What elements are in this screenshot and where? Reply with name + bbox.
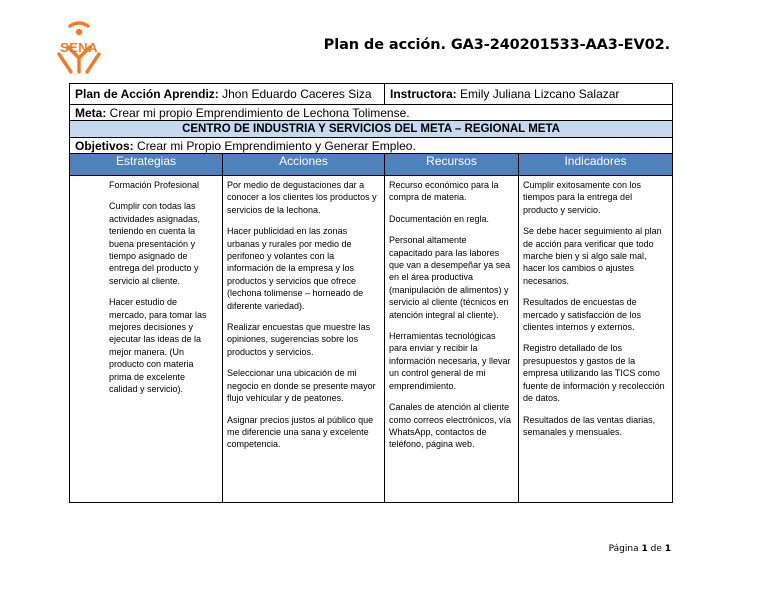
recurso-item: Personal altamente capacitado para las labores que van a desempeñar ya sea en el área productiva (manipulación de alimentos) y servicio al cliente (técnicos en atención integral al cliente). xyxy=(389,235,511,320)
instructora-value: Emily Juliana Lizcano Salazar xyxy=(456,87,620,101)
objetivos-value: Crear mi Propio Emprendimiento y Generar Empleo. xyxy=(133,138,416,153)
header-indicadores: Indicadores xyxy=(519,154,673,176)
recurso-item: Recurso económico para la compra de materia. xyxy=(389,180,499,203)
instructora-label: Instructora: xyxy=(390,87,457,101)
meta-cell xyxy=(70,105,673,121)
accion-item: Hacer publicidad en las zonas urbanas y rurales por medio de perifoneo y volantes con la información de la empresa y los productos y servicios que ofrece (lechona tolimense – horneado de diferente variedad). xyxy=(227,226,364,311)
accion-item: Por medio de degustaciones dar a conocer a los clientes los productos y servicios de la lechona. xyxy=(227,180,377,215)
indicador-item: Se debe hacer seguimiento al plan de acción para verificar que todo marche bien y si algo sale mal, hacer los cambios o ajustes necesarios. xyxy=(523,226,662,286)
recurso-item: Documentación en regla. xyxy=(389,213,490,224)
content-row xyxy=(70,176,673,503)
meta-value: Crear mi propio Emprendimiento de Lechona Tolimense. xyxy=(106,105,410,120)
instructora-cell xyxy=(385,84,673,105)
estrategia-item: Cumplir con todas las actividades asignadas, teniendo en cuenta la buena presentación y tiempo asignado de entrega del producto y servicio al cliente. xyxy=(109,201,201,286)
action-plan-table xyxy=(69,83,673,503)
page-current: 1 xyxy=(641,544,648,554)
indicador-item: Cumplir exitosamente con los tiempos para la entrega del producto y servicio. xyxy=(523,180,642,215)
header-acciones: Acciones xyxy=(223,154,385,176)
centro-cell: CENTRO DE INDUSTRIA Y SERVICIOS DEL META – REGIONAL META xyxy=(70,121,673,138)
document-title: Plan de acción. GA3-240201533-AA3-EV02. xyxy=(323,37,670,53)
estrategia-item: Hacer estudio de mercado, para tomar las mejores decisiones y ejecutar las ideas de la mejor manera. (Un producto con materia prima de excelente calidad y servicio). xyxy=(109,297,207,395)
page-of: de xyxy=(647,544,665,554)
header-estrategias: Estrategias xyxy=(70,154,223,176)
sena-logo xyxy=(48,16,110,78)
indicador-item: Resultados de encuestas de mercado y satisfacción de los clientes internos y externos. xyxy=(523,297,642,333)
page-total: 1 xyxy=(664,544,671,554)
objetivos-label: Objetivos: xyxy=(75,138,134,153)
aprendiz-row xyxy=(70,84,673,105)
sena-logo-text: SENA xyxy=(59,40,99,55)
page-label: Página xyxy=(608,544,642,554)
recurso-item: Herramientas tecnológicas para enviar y recibir la información necesaria, y llevar un control general de mi emprendimiento. xyxy=(389,331,511,391)
aprendiz-cell xyxy=(70,84,385,105)
accion-item: Realizar encuestas que muestre las opiniones, sugerencias sobre los productos y servicios. xyxy=(227,322,371,357)
indicador-item: Resultados de las ventas diarias, semanales y mensuales. xyxy=(523,414,656,437)
centro-row xyxy=(70,121,673,138)
meta-row xyxy=(70,105,673,121)
acciones-cell xyxy=(223,176,385,503)
recurso-item: Canales de atención al cliente como correos electrónicos, vía WhatsApp, contactos de teléfono, página web. xyxy=(389,402,512,450)
meta-label: Meta: xyxy=(75,105,107,120)
header-recursos: Recursos xyxy=(385,154,519,176)
estrategia-item: Formación Profesional xyxy=(109,180,200,190)
page-number xyxy=(609,544,671,554)
estrategias-cell xyxy=(70,176,223,503)
accion-item: Seleccionar una ubicación de mi negocio en donde se presente mayor flujo vehicular y de peatones. xyxy=(227,368,376,404)
indicadores-cell xyxy=(519,176,673,503)
objetivos-cell xyxy=(70,138,673,154)
column-header-row xyxy=(70,154,673,176)
aprendiz-value: Jhon Eduardo Caceres Siza xyxy=(218,87,372,101)
accion-item: Asignar precios justos al público que me diferencie una sana y excelente competencia. xyxy=(227,414,374,450)
aprendiz-label: Plan de Acción Aprendiz: xyxy=(75,87,219,101)
objetivos-row xyxy=(70,138,673,154)
indicador-item: Registro detallado de los presupuestos y gastos de la empresa utilizando las TICS como fuente de información y recolección de datos. xyxy=(523,343,665,404)
recursos-cell xyxy=(385,176,519,503)
